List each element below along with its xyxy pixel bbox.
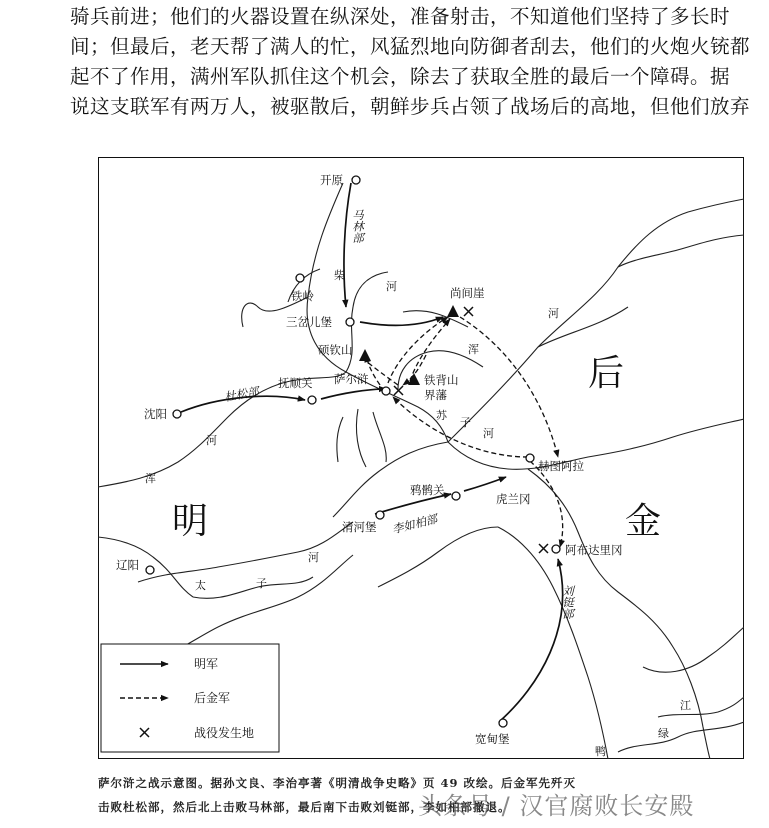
label-army-lirubai: 李如柏部	[390, 511, 439, 537]
label-army-malin: 马林部	[351, 209, 365, 244]
label-yaguan: 鸦鹘关	[410, 483, 445, 497]
river-label-zi-2: 子	[256, 577, 267, 590]
region-label-hou: 后	[588, 353, 625, 394]
river-label-he-5: 河	[308, 551, 319, 564]
watermark: 头条号 / 汉官腐败长安殿	[418, 792, 695, 820]
legend-houjin-army: 后金军	[194, 691, 231, 705]
label-jiefan: 界藩	[424, 388, 447, 402]
label-kaiyuan: 开原	[320, 173, 343, 187]
sarhu-battle-map	[98, 157, 744, 759]
river-label-chai: 柴	[334, 269, 345, 282]
label-tiebei: 铁背山	[424, 373, 459, 387]
town-saerhu	[382, 387, 390, 395]
town-tieling	[296, 274, 304, 282]
legend-battle-site: 战役发生地	[194, 726, 255, 740]
label-qinghe: 清河堡	[342, 520, 377, 534]
label-tieling: 铁岭	[291, 289, 314, 303]
town-abudali	[552, 545, 560, 553]
region-label-jin: 金	[625, 501, 662, 542]
river-label-hun-2: 浑	[145, 472, 156, 485]
body-paragraph	[70, 2, 750, 122]
label-army-dusong: 杜松部	[223, 384, 260, 405]
river-label-hun-1: 浑	[468, 343, 479, 356]
river-label-zi-1: 子	[460, 416, 471, 429]
caption-line-2: 击败杜松部，然后北上击败马林部，最后南下击败刘铤部，李如柏部撤退。	[98, 800, 511, 814]
legend-ming-army: 明军	[194, 657, 219, 671]
label-fushun: 抚顺关	[278, 376, 313, 390]
label-liaoyang: 辽阳	[116, 558, 139, 572]
label-abudali: 阿布达里冈	[565, 543, 623, 557]
paragraph-line: 起不了作用，满州军队抓住这个机会，除去了获取全胜的最后一个障碍。据	[70, 65, 731, 88]
town-yaguan	[452, 492, 460, 500]
river-label-he-1: 河	[386, 280, 397, 293]
label-shangjianya: 尚间崖	[450, 286, 485, 300]
town-qinghe	[376, 511, 384, 519]
town-liaoyang	[146, 566, 154, 574]
river-label-tai: 太	[195, 579, 206, 592]
label-saerhu: 萨尔浒	[334, 372, 369, 386]
town-hetuala	[526, 454, 534, 462]
town-kaiyuan	[352, 176, 360, 184]
river-label-su: 苏	[436, 409, 447, 422]
river-label-he-4: 河	[206, 434, 217, 447]
river-label-lv: 绿	[658, 727, 669, 740]
river-label-he-2: 河	[548, 307, 559, 320]
label-army-liuting: 刘铤部	[561, 585, 575, 620]
label-shenyang: 沈阳	[144, 407, 167, 421]
label-hetuala: 赫图阿拉	[538, 459, 584, 473]
label-kuandian: 宽甸堡	[475, 732, 510, 746]
label-hulangang: 虎兰冈	[496, 492, 531, 506]
river-label-jiang: 江	[680, 699, 691, 712]
label-shuoqin: 硕钦山	[318, 343, 353, 357]
region-label-ming: 明	[172, 501, 209, 542]
town-fushun	[308, 396, 316, 404]
paragraph-line: 骑兵前进；他们的火器设置在纵深处，准备射击，不知道他们坚持了多长时	[70, 5, 731, 28]
river-label-he-3: 河	[483, 427, 494, 440]
river-label-ya: 鸭	[595, 745, 606, 758]
caption-line-1: 萨尔浒之战示意图。据孙文良、李治亭著《明清战争史略》页 49 改绘。后金军先歼灭	[98, 776, 577, 790]
legend	[101, 644, 279, 752]
paragraph-line: 说这支联军有两万人，被驱散后，朝鲜步兵占领了战场后的高地，但他们放弃	[70, 95, 751, 118]
town-kuandian	[499, 719, 507, 727]
town-shenyang	[173, 410, 181, 418]
town-sanchaer	[346, 318, 354, 326]
label-sanchaer: 三岔儿堡	[286, 315, 332, 329]
paragraph-line: 间；但最后，老天帮了满人的忙，风猛烈地向防御者刮去，他们的火炮火铳都	[70, 35, 751, 58]
